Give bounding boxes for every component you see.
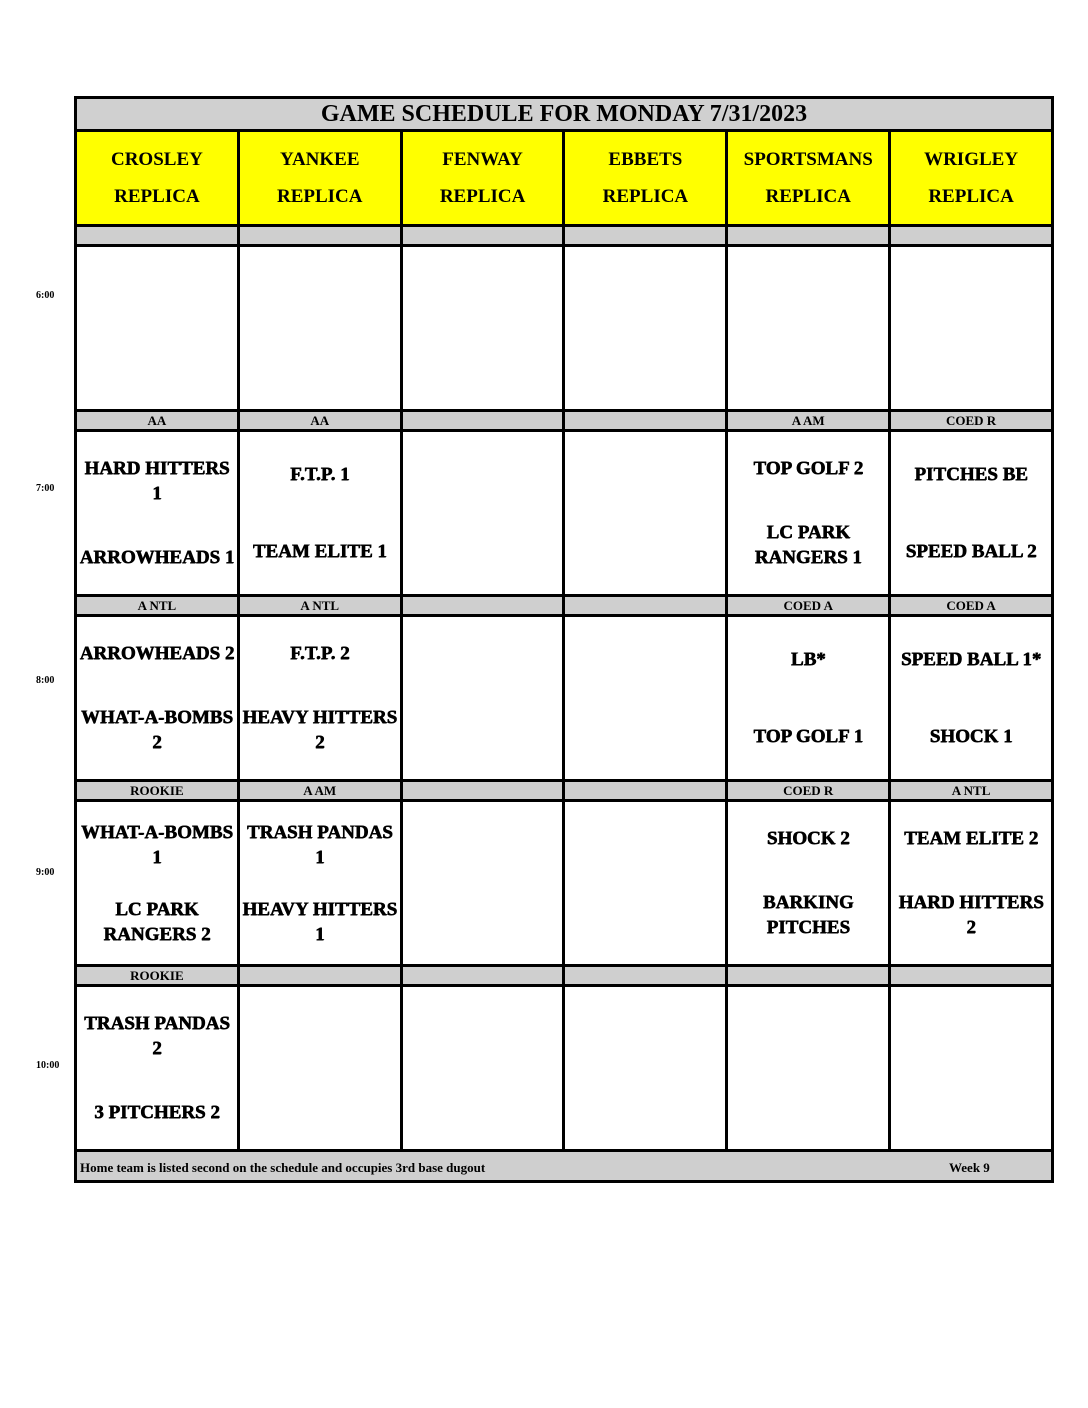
field-name: YANKEE	[279, 149, 360, 170]
division-row	[76, 781, 1053, 801]
field-header-yankee	[238, 131, 401, 226]
footer-note: Home team is listed second on the schedule and occupies 3rd base dugout	[80, 1160, 486, 1175]
division-label: A NTL	[238, 596, 401, 616]
game-cell	[564, 801, 727, 966]
division-label: A NTL	[890, 781, 1053, 801]
field-name: SPORTSMANS	[743, 149, 873, 170]
field-sub: REPLICA	[928, 186, 1014, 207]
footer	[76, 1151, 1053, 1182]
game-cell	[238, 616, 401, 781]
away-team: F.T.P. 2	[289, 642, 350, 664]
home-team: HARD HITTERS 2	[898, 892, 1044, 939]
time-label-6: 6:00	[36, 290, 55, 301]
field-header-crosley	[76, 131, 239, 226]
game-cell	[401, 801, 564, 966]
game-row	[76, 801, 1053, 966]
game-cell	[727, 801, 890, 966]
division-label	[401, 596, 564, 616]
game-cell	[564, 431, 727, 596]
away-team: TOP GOLF 2	[753, 457, 864, 479]
home-team: HEAVY HITTERS 1	[242, 898, 398, 945]
time-label-10: 10:00	[36, 1060, 60, 1071]
division-label: A NTL	[76, 596, 239, 616]
game-cell	[238, 986, 401, 1151]
division-label: COED A	[890, 596, 1053, 616]
time-label-8: 8:00	[36, 675, 55, 686]
game-row	[76, 246, 1053, 411]
division-label: A AM	[238, 781, 401, 801]
home-team: TEAM ELITE 1	[252, 541, 387, 562]
game-cell	[564, 246, 727, 411]
time-label-7: 7:00	[36, 483, 55, 494]
division-label: COED A	[727, 596, 890, 616]
game-row	[76, 616, 1053, 781]
division-label: AA	[238, 411, 401, 431]
game-cell	[76, 246, 239, 411]
game-cell	[890, 246, 1053, 411]
game-cell	[238, 431, 401, 596]
division-label	[727, 226, 890, 246]
field-header-sportsmans	[727, 131, 890, 226]
home-team: HEAVY HITTERS 2	[242, 707, 398, 754]
division-label	[401, 781, 564, 801]
field-sub: REPLICA	[602, 186, 689, 207]
home-team: 3 PITCHERS 2	[94, 1102, 220, 1124]
game-cell	[890, 616, 1053, 781]
division-label	[401, 966, 564, 986]
game-cell	[727, 246, 890, 411]
field-name: CROSLEY	[110, 149, 203, 170]
away-team: PITCHES BE	[914, 464, 1028, 485]
week-label: Week 9	[949, 1160, 990, 1175]
division-label	[890, 226, 1053, 246]
division-label: ROOKIE	[76, 781, 239, 801]
game-cell	[401, 616, 564, 781]
division-label	[238, 226, 401, 246]
division-label: AA	[76, 411, 239, 431]
time-label-9: 9:00	[36, 867, 55, 878]
game-cell	[238, 246, 401, 411]
away-team: LB*	[790, 649, 826, 670]
home-team: LC PARK RANGERS 2	[103, 898, 211, 945]
home-team: SPEED BALL 2	[905, 541, 1037, 562]
division-label	[238, 966, 401, 986]
away-team: TRASH PANDAS 1	[246, 821, 393, 868]
away-team: SHOCK 2	[766, 827, 850, 849]
schedule-table	[74, 96, 1054, 1183]
game-cell	[401, 431, 564, 596]
field-sub: REPLICA	[765, 186, 851, 207]
field-name: EBBETS	[608, 149, 683, 170]
division-label: COED R	[727, 781, 890, 801]
home-team: SHOCK 1	[929, 726, 1013, 747]
field-header-fenway	[401, 131, 564, 226]
page-title: GAME SCHEDULE FOR MONDAY 7/31/2023	[76, 98, 1053, 131]
home-team: WHAT-A-BOMBS 2	[80, 707, 233, 754]
home-team: LC PARK RANGERS 1	[754, 522, 862, 569]
game-cell	[76, 801, 239, 966]
game-row	[76, 431, 1053, 596]
game-cell	[890, 801, 1053, 966]
home-team: ARROWHEADS 1	[79, 547, 235, 569]
away-team: ARROWHEADS 2	[79, 642, 235, 664]
game-cell	[76, 431, 239, 596]
game-cell	[564, 986, 727, 1151]
division-label	[401, 226, 564, 246]
division-label: COED R	[890, 411, 1053, 431]
division-label	[564, 781, 727, 801]
away-team: TEAM ELITE 2	[904, 827, 1039, 849]
game-cell	[76, 616, 239, 781]
away-team: TRASH PANDAS 2	[83, 1012, 230, 1059]
field-header-ebbets	[564, 131, 727, 226]
field-sub: REPLICA	[276, 186, 363, 207]
game-cell	[727, 986, 890, 1151]
division-label	[564, 596, 727, 616]
division-row	[76, 596, 1053, 616]
game-cell	[401, 246, 564, 411]
game-cell	[727, 431, 890, 596]
away-team: WHAT-A-BOMBS 1	[80, 821, 233, 868]
game-cell	[890, 431, 1053, 596]
game-row	[76, 986, 1053, 1151]
division-row	[76, 411, 1053, 431]
division-label: A AM	[727, 411, 890, 431]
game-cell	[727, 616, 890, 781]
home-team: TOP GOLF 1	[753, 726, 864, 747]
field-sub: REPLICA	[114, 186, 200, 207]
game-cell	[401, 986, 564, 1151]
division-label	[727, 966, 890, 986]
division-label	[401, 411, 564, 431]
field-header-wrigley	[890, 131, 1053, 226]
division-label	[76, 226, 239, 246]
division-label: ROOKIE	[76, 966, 239, 986]
game-cell	[564, 616, 727, 781]
division-row	[76, 226, 1053, 246]
home-team: BARKING PITCHES	[762, 892, 854, 939]
field-name: FENWAY	[442, 149, 523, 170]
game-cell	[890, 986, 1053, 1151]
away-team: HARD HITTERS 1	[84, 457, 230, 504]
away-team: SPEED BALL 1*	[900, 649, 1042, 670]
away-team: F.T.P. 1	[289, 464, 350, 485]
game-cell	[76, 986, 239, 1151]
division-label	[564, 966, 727, 986]
game-cell	[238, 801, 401, 966]
field-sub: REPLICA	[439, 186, 526, 207]
division-label	[564, 226, 727, 246]
division-row	[76, 966, 1053, 986]
field-name: WRIGLEY	[924, 149, 1019, 170]
division-label	[564, 411, 727, 431]
division-label	[890, 966, 1053, 986]
